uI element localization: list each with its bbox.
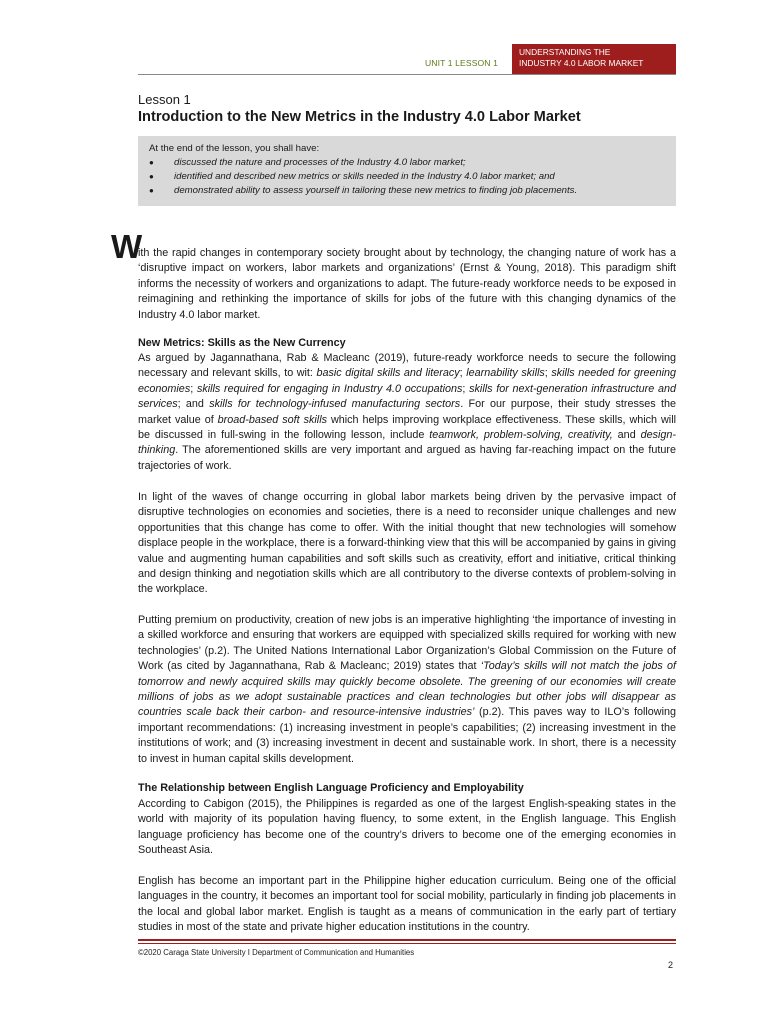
section-heading-english-proficiency: The Relationship between English Language Proficiency and Employability (138, 782, 524, 794)
objectives-intro: At the end of the lesson, you shall have: (149, 143, 320, 154)
objective-item: ● identified and described new metrics or skills needed in the Industry 4.0 labor market; and (149, 171, 555, 182)
objectives-list (149, 156, 676, 198)
footer-copyright: ©2020 Caraga State University I Department of Communication and Humanities (138, 948, 415, 957)
course-title-line1: UNDERSTANDING THE (519, 47, 611, 57)
objective-item: ● discussed the nature and processes of the Industry 4.0 labor market; (149, 157, 466, 168)
learning-objectives-box (138, 136, 676, 206)
header-divider (138, 74, 676, 75)
section-heading-new-metrics: New Metrics: Skills as the New Currency (138, 337, 346, 349)
unit-lesson-label: UNIT 1 LESSON 1 (425, 58, 498, 68)
course-title-line2: INDUSTRY 4.0 LABOR MARKET (519, 58, 644, 68)
paragraph-english-curriculum: English has become an important part in the Philippine higher education curriculum. Being one of the official languages in the country, it becomes an important tool for social mobility, particularly in finding job placements in the local and global labor market. English is taught as a means of communication in the early part of tertiary studies in most of the state and private higher education institutions in the country. (138, 875, 676, 934)
drop-cap: W (111, 228, 143, 265)
bullet-icon: ● (149, 186, 154, 195)
course-title-box (512, 44, 676, 74)
footer-divider (138, 939, 676, 941)
page-number: 2 (668, 960, 674, 970)
objective-item: ● demonstrated ability to assess yourself in tailoring these new metrics to finding job placements. (149, 185, 578, 196)
footer-divider-thin (138, 943, 676, 944)
intro-paragraph: ith the rapid changes in contemporary society brought about by technology, the changing nature of work has a ‘disruptive impact on workers, labor markets and organizations’ (Ernst & Young, 2018). This paradigm shift informs the necessity of workers and organizations to adapt. The future-ready workforce needs to be exposed in reimagining and rethinking the importance of skills for jobs of the future with this changing dynamics of the Industry 4.0 labor market. (138, 247, 676, 321)
paragraph-waves-of-change: In light of the waves of change occurring in global labor markets being driven by the pervasive impact of disruptive technologies on economies and societies, there is a need to reconsider unique challenges and new opportunities that this change has come to offer. With the initial thought that new technologies will somehow displace people in the workplace, there is a forward-thinking view that this will be accompanied by gains in giving value and augmenting human capabilities and soft skills such as creativity, effort and initiative, critical thinking and design thinking and negotiation skills which are all contributory to the diverse contexts of problem-solving in the workplace. (138, 491, 676, 596)
paragraph-productivity: Putting premium on productivity, creation of new jobs is an imperative highlighting ‘the importance of investing in a skilled workforce and ensuring that workers are equipped with specialized skills required for working with new technologies’ (p.2). The United Nations International Labor Organization’s Global Commission on the Future of Work (as cited by Jagannathana, Rab & Macleanc; 2019) states that ‘Today’s skills will not match the jobs of tomorrow and newly acquired skills may quickly become obsolete. The greening of our economies will create millions of jobs as we adopt sustainable practices and clean technologies but other jobs will disappear as countries scale back their carbon- and resource-intensive industries’ (p.2). This paves way to ILO’s following important recommendations: (1) increasing investment in people’s capabilities; (2) increasing investment in the institutions of work; and (3) increasing investment in decent and sustainable work. In short, there is a necessity to invest in human capital skills development. (138, 614, 676, 765)
paragraph-cabigon: According to Cabigon (2015), the Philippines is regarded as one of the largest English-speaking states in the world with majority of its population having fluency, to some extent, in the English language. This English language proficiency has become one of the country’s drivers to become one of the emerging economies in Southeast Asia. (138, 798, 676, 857)
paragraph-skills: As argued by Jagannathana, Rab & Macleanc (2019), future-ready workforce needs to secure the following necessary and relevant skills, to wit: basic digital skills and literacy; learnability skills; skills needed for greening economies; skills required for engaging in Industry 4.0 occupations; skills for next-generation infrastructure and services; and skills for technology-infused manufacturing sectors. For our purpose, their study stresses the market value of broad-based soft skills which helps improving workplace effectiveness. These skills, which will be discussed in full-swing in the following lesson, include teamwork, problem-solving, creativity, and design-thinking. The aforementioned skills are very important and argued as having far-reaching impact on the future trajectories of work. (138, 352, 677, 472)
lesson-label: Lesson 1 (138, 92, 191, 107)
lesson-title: Introduction to the New Metrics in the Industry 4.0 Labor Market (138, 109, 581, 125)
bullet-icon: ● (149, 172, 154, 181)
bullet-icon: ● (149, 158, 154, 167)
